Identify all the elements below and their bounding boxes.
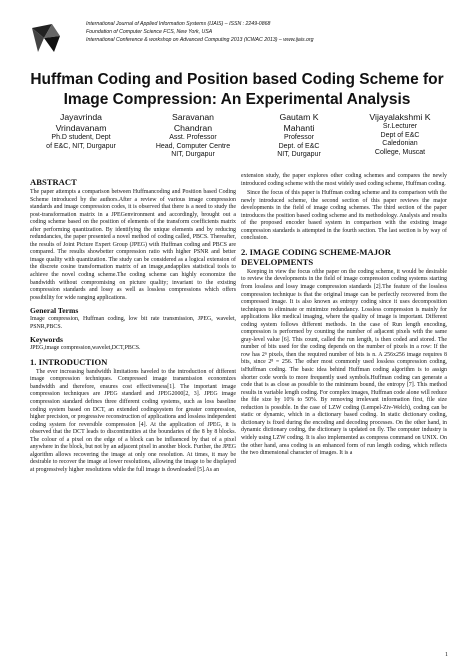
author-name: Chandran (173, 123, 213, 133)
title-line: Image Compression: An Experimental Analysis (63, 91, 411, 108)
body-paragraph: Since the focus of this paper is Huffman coding scheme and its comparison with the newly introduced scheme, the second section of this paper reviews the major developments in the field of image coding schemes. The third section of the paper introduces the position based coding scheme and its methodology. Analysis and results of the proposed encoder based system in comparison with the existing image compression standards is attempted in the fourth section. The last section is by way of conclusion. (241, 190, 447, 242)
keywords-heading: Keywords (30, 335, 63, 345)
author-affiliation: NIT, Durgapur (171, 151, 215, 158)
author-name: Vijayalakshmi K (369, 112, 431, 122)
left-column (30, 173, 236, 477)
title-line: Huffman Coding and Position based Coding Scheme for (30, 71, 444, 88)
author-block (32, 112, 452, 164)
author-affiliation: Asst. Professor (169, 134, 217, 141)
author-name: Jayavrinda (59, 112, 102, 122)
author-affiliation: Ph.D student, Dept (51, 134, 111, 141)
paper-title (20, 70, 454, 110)
author-affiliation: Professor (284, 134, 314, 141)
introduction-heading: 1. INTRODUCTION (30, 356, 108, 367)
author (348, 112, 452, 157)
author-affiliation: College, Muscat (374, 148, 426, 156)
page-number: 1 (445, 652, 448, 658)
author-affiliation: of E&C, NIT, Durgapur (46, 142, 116, 150)
journal-logo-icon (30, 22, 70, 54)
abstract-text: The paper attempts a comparison between Huffmancoding and Position based Coding Scheme introduced by the authors.After a review of various image compression standards and image compression codes, it is observed that there is a need to study the post-transformation matrix in a JPEGenvironment and accordingly, brought out a coding scheme based on the position of elements of the transform coefficients matrix after performing quantization. By identifying the unique elements and by reducing redundancies, the paper presented a novel method of coding called, PBCS. Thereafter, the results of Joint Picture Expert Group (JPEG) with Huffman coding and PBCS are compared. The results showbetter compression ratio with higher PSNR and better image quality with quantization. The study can be considered as a logical extension of the discrete cosine transformation matrix of an image,andapplies statistical tools to achieve the novel coding scheme.The coding scheme can highly economize the bandwidth without compromising on picture quality; invariant to the existing compression standards and lossy as well as lossless compressions which offers possibility for wide ranging applications. (30, 189, 236, 301)
journal-header (30, 18, 450, 58)
section-2-heading: 2. IMAGE CODING SCHEME-MAJOR DEVELOPMENTS (241, 246, 391, 267)
general-terms-heading: General Terms (30, 306, 79, 316)
author-name: Saravanan (171, 112, 215, 122)
header-line: Foundation of Computer Science FCS, New York, USA (86, 29, 213, 35)
body-paragraph: Keeping in view the focus ofthe paper on the coding scheme, it would be desirable to review the developments in the field of image compression coding systems starting from lossless and lossy image compression standards [2].The feature of the lossless compression technique is that the original image can be perfectly recovered from the compressed image. It is also known as entropy coding since it uses decomposition techniques to eliminate or minimize redundancy. Lossless compression is mainly for applications like medical imaging, where the quality of image is important. Different coding system follows different methods. In the case of Run length encoding, compression is performed by counting the number of adjacent pixels with the same gray-level value [6]. This count, called the run length, is then coded and stored. The number of bits used for the coding depends on the number of pixels in a row: If the row has 2ⁿ pixels, then the required number of bits is n. A 256x256 image requires 8 bits, since 2⁸ = 256. The other most commonly used lossless compression coding, isHuffman coding. The basic idea behind Huffman coding algorithm is to assign shorter code words to more frequently used symbols.Huffman coding can generate a code that is as close as possible to the minimum bound, the entropy [7]. This method results in variable length coding. For complex images, Huffman code alone will reduce the file size by 10% to 50%. By removing irrelevant information first, file size reduction is possible. In the case of LZW coding (Lempel-Ziv-Welch), coding can be static or dynamic, which in a dictionary based coding. In static dictionary coding, dictionary is fixed during the encoding and decoding processes. On the other hand, in dynamic dictionary coding, the dictionary is updated on fly. The computer industry is widely using LZW coding. It is also implemented as compress command on UNIX. On the other hand, area coding is an enhanced form of run length coding, which reflects the two dimensional character of images. It is a (241, 268, 447, 457)
author-affiliation: NIT, Durgapur (277, 151, 321, 158)
author-affiliation: Dept of E&C (380, 131, 420, 139)
introduction-text: The ever increasing bandwidth limitations haveled to the introduction of different image compression techniques. Compressed image transmission economizes bandwidth and therefore, ensures cost effectiveness[1]. The important image compression techniques are JPEG standard and JPEG2000[2, 3]. JPEG image compression standard defines three different coding systems, such as loss baseline coding system based on DCT, an extended codingsystem for greater compression, higher precision, or progressive reconstruction of applications and lossless independent coding system for reversible compression [4]. At the application of JPEG, it is observed that the DCT leads to discontinuities at the boundaries of the 8 by 8 blocks. The colour of a pixel on the edge of a block can be influenced by that of a pixel anywhere in the block, but not by an adjacent pixel in another block. Further, the JPEG algorithm allows recovering the image at only one resolution. At times, it may be desirable to recover the image at lower resolutions, allowing the image to be displayed at progressively higher resolutions while the full image is downloaded [5].As an (30, 368, 236, 473)
author-name: Mahanti (283, 123, 315, 133)
author-affiliation: Dept. of E&C (278, 142, 320, 150)
author-name: Vrindavanam (55, 123, 107, 133)
author-affiliation: Caledonian (382, 140, 418, 147)
author (32, 112, 130, 151)
body-paragraph: extension study, the paper explores other coding schemes and compares the newly introduced coding scheme with the most widely used coding scheme, Huffman coding. (241, 173, 447, 187)
header-line: International Journal of Applied Information Systems (IJAIS) – ISSN : 2249-0868 (86, 21, 271, 27)
header-lines (86, 20, 314, 44)
author (138, 112, 248, 160)
author-affiliation: Head, Computer Centre (155, 142, 231, 150)
right-column (241, 173, 447, 460)
abstract-heading: ABSTRACT (30, 177, 77, 187)
header-line: International Conference & workshop on Advanced Computing 2013 (ICWAC 2013) – www.ijais.org (86, 37, 314, 43)
author (256, 112, 342, 160)
keywords-text: JPEG,image compression,wavelet,DCT,PBCS. (30, 345, 141, 352)
author-affiliation: Sr.Lecturer (382, 123, 418, 130)
author-name: Gautam K (279, 112, 319, 122)
general-terms-text: Image compression, Huffman coding, low bit rate transmission, JPEG, wavelet, PSNR,PBCS. (30, 316, 236, 330)
